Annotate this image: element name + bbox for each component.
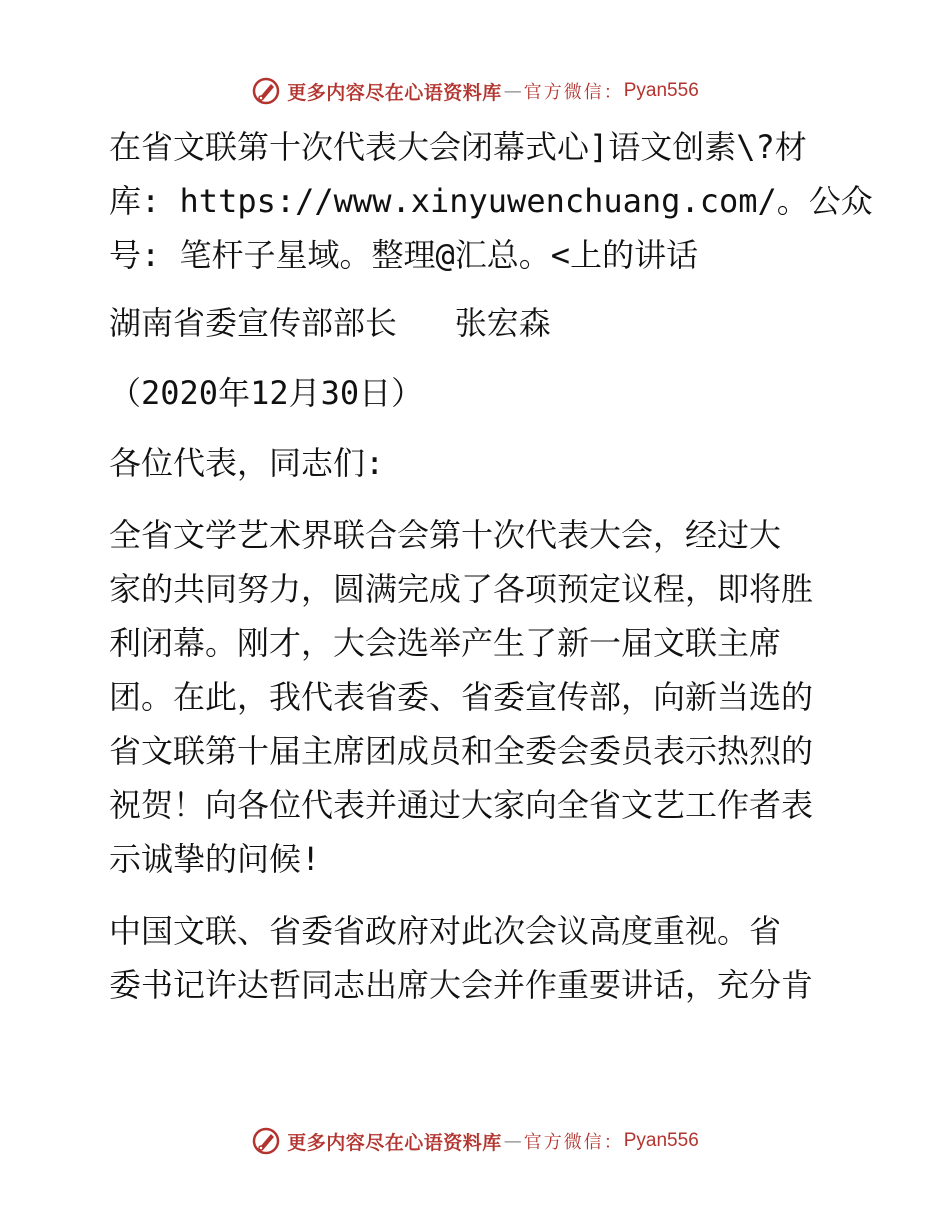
pen-nib-logo-icon xyxy=(251,1126,281,1156)
banner-brand-text: 更多内容尽在心语资料库 xyxy=(287,1131,502,1154)
banner-wechat-label: 官方微信： xyxy=(523,1132,624,1153)
footer-banner xyxy=(0,1121,950,1161)
banner-wechat-label: 官方微信： xyxy=(523,82,624,103)
pen-nib-logo-icon xyxy=(251,76,281,106)
paragraph-line: 省文联第十届主席团成员和全委会委员表示热烈的 xyxy=(109,732,814,770)
date-line: （2020年12月30日） xyxy=(109,374,424,412)
paragraph-line: 全省文学艺术界联合会第十次代表大会，经过大 xyxy=(109,516,782,554)
body-paragraph xyxy=(97,508,857,886)
body-paragraph xyxy=(97,904,857,1012)
greeting-line: 各位代表，同志们: xyxy=(109,444,385,482)
banner-wechat-id: Pyan556 xyxy=(623,1130,699,1151)
banner-wechat-id: Pyan556 xyxy=(623,80,699,101)
banner-dash: — xyxy=(503,80,522,102)
paragraph-line: 利闭幕。刚才，大会选举产生了新一届文联主席 xyxy=(109,624,782,662)
title-line: 在省文联第十次代表大会闭幕式心]语文创素\?材 xyxy=(109,128,807,166)
header-banner xyxy=(0,71,950,111)
document-body xyxy=(97,120,873,1030)
title-line: 号: 笔杆子星域。整理@汇总。<上的讲话 xyxy=(109,236,699,274)
banner-brand-text: 更多内容尽在心语资料库 xyxy=(287,81,502,104)
banner-dash: — xyxy=(503,1130,522,1152)
author-line: 湖南省委宣传部部长 张宏森 xyxy=(109,304,551,342)
paragraph-line: 中国文联、省委省政府对此次会议高度重视。省 xyxy=(109,912,782,950)
title-line: 库: https://www.xinyuwenchuang.com/。公众 xyxy=(109,182,873,220)
paragraph-line: 团。在此，我代表省委、省委宣传部，向新当选的 xyxy=(109,678,814,716)
paragraph-line: 家的共同努力，圆满完成了各项预定议程，即将胜 xyxy=(109,570,814,608)
document-title xyxy=(97,120,873,282)
paragraph-line: 示诚挚的问候! xyxy=(109,840,321,878)
paragraph-line: 祝贺！向各位代表并通过大家向全省文艺工作者表 xyxy=(109,786,814,824)
paragraph-line: 委书记许达哲同志出席大会并作重要讲话，充分肯 xyxy=(109,966,814,1004)
